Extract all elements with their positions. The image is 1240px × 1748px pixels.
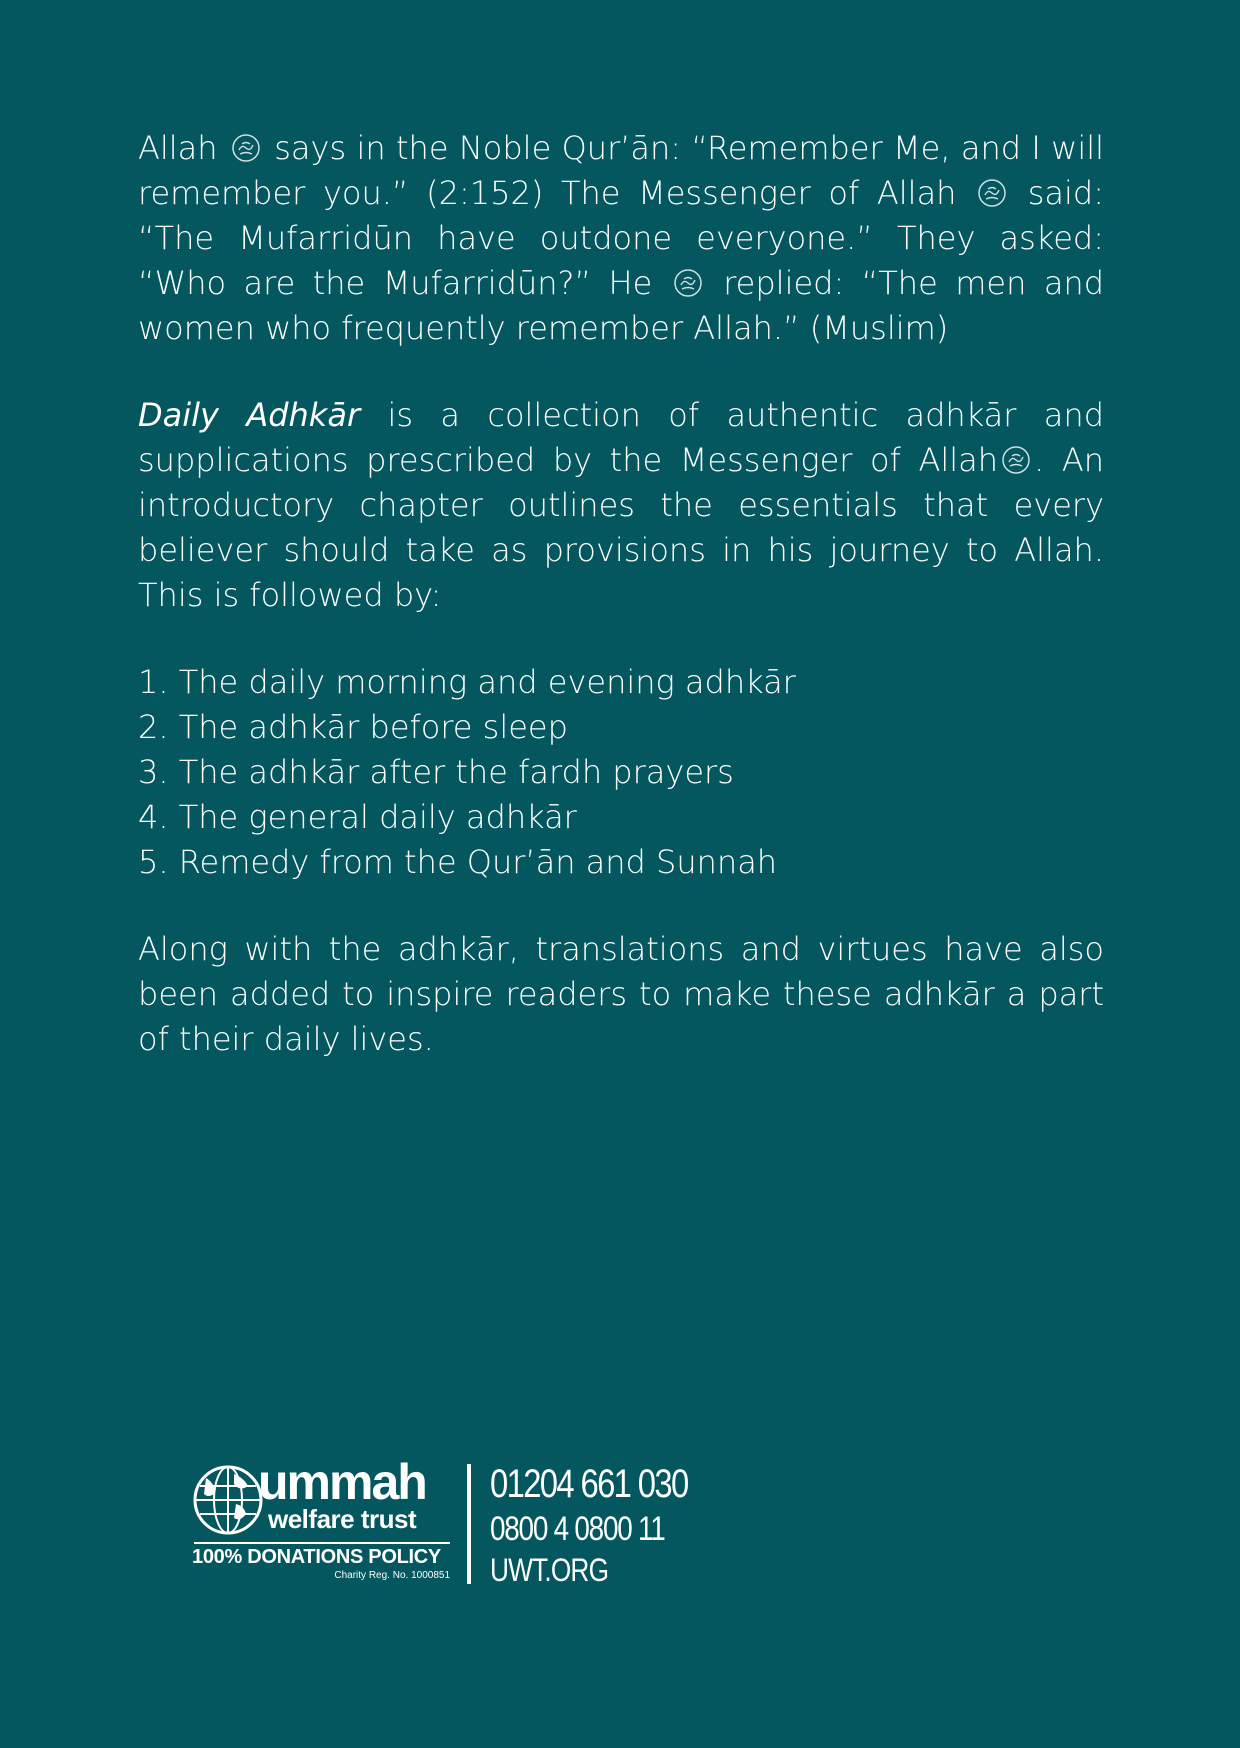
list-item: 4. The general daily adhkār	[138, 798, 577, 836]
list-item: 1. The daily morning and evening adhkār	[138, 663, 796, 701]
charity-reg-number: Charity Reg. No. 1000851	[334, 1570, 450, 1581]
honorific-calligraphy-icon	[230, 132, 262, 164]
honorific-calligraphy-icon	[672, 267, 704, 299]
website-url: UWT.ORG	[490, 1552, 609, 1588]
vertical-divider	[467, 1464, 471, 1584]
intro-text-1: Allah	[138, 129, 218, 167]
donations-policy: 100% DONATIONS POLICY	[192, 1546, 441, 1568]
description-text-1: is a collection of authentic adhkār and supplications prescribed by the Messenger of Allah	[138, 396, 1105, 479]
description-paragraph	[138, 393, 1104, 618]
honorific-calligraphy-icon	[976, 177, 1008, 209]
honorific-calligraphy-icon	[1000, 444, 1032, 476]
logo-wordmark: ummah	[258, 1454, 426, 1510]
list-item: 3. The adhkār after the fardh prayers	[138, 753, 734, 791]
ummah-welfare-trust-logo	[192, 1454, 452, 1585]
globe-icon	[192, 1464, 264, 1536]
description-text-2: . An introductory chapter outlines the essentials that every believer should take as provisions in his journey to Allah. This is followed by:	[138, 441, 1105, 614]
contact-info	[490, 1460, 731, 1590]
list-item: 5. Remedy from the Qur’ān and Sunnah	[138, 843, 778, 881]
intro-text-2: says in the Noble Qur’ān: “Remember Me, and I will remember you.” (2:152) The Messenger of Allah	[138, 129, 1105, 212]
logo-subtitle: welfare trust	[268, 1504, 417, 1534]
chapter-list	[138, 660, 1104, 885]
intro-paragraph	[138, 126, 1104, 351]
list-item: 2. The adhkār before sleep	[138, 708, 568, 746]
phone-number-secondary: 0800 4 0800 11	[490, 1510, 665, 1548]
footer	[192, 1454, 712, 1590]
blurb-text	[138, 126, 1104, 1062]
intro-text-3: said: “The Mufarridūn have outdone everyone.” They asked: “Who are the Mufarridūn?” He	[138, 174, 1105, 302]
intro-text-4: replied: “The men and women who frequently remember Allah.” (Muslim)	[138, 264, 1105, 347]
book-title: Daily Adhkār	[138, 396, 361, 434]
closing-paragraph: Along with the adhkār, translations and virtues have also been added to inspire readers to make these adhkār a part of their daily lives.	[138, 930, 1104, 1058]
phone-number-primary: 01204 661 030	[490, 1462, 688, 1506]
